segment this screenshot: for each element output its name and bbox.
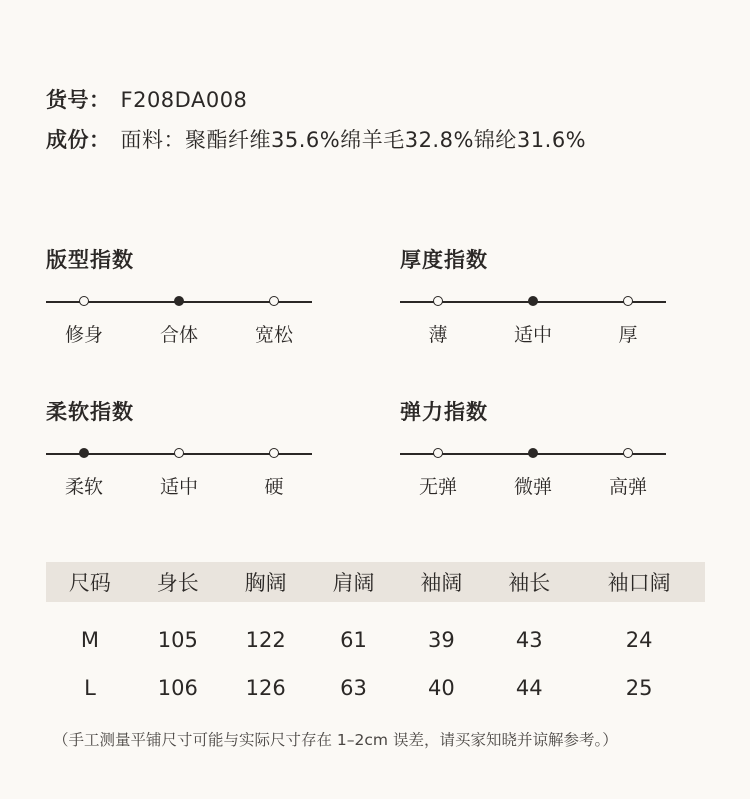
size-cell: L <box>84 676 96 700</box>
fit-option-dot <box>79 296 89 306</box>
size-cell: 122 <box>245 628 286 652</box>
fit-option-dot <box>174 296 184 306</box>
sku-row <box>46 84 247 114</box>
sku-label: 货号： <box>46 88 111 112</box>
size-cell: 43 <box>515 628 543 652</box>
size-table-header: 身长 <box>134 562 222 602</box>
elasticity-option-label: 无弹 <box>418 476 457 498</box>
size-table-row <box>46 602 705 664</box>
fit-option-dot <box>269 296 279 306</box>
softness-option-label: 硬 <box>264 476 284 498</box>
size-table-header: 肩阔 <box>310 562 398 602</box>
composition-value: 面料：聚酯纤维35.6%绵羊毛32.8%锦纶31.6% <box>120 128 587 152</box>
size-cell: 61 <box>340 628 367 652</box>
composition-label: 成份： <box>46 128 111 152</box>
thickness-option-label: 厚 <box>618 324 638 346</box>
elasticity-index-title: 弹力指数 <box>400 400 488 424</box>
thickness-option-dot <box>433 296 443 306</box>
size-cell: 126 <box>245 676 286 700</box>
elasticity-option-label: 微弹 <box>513 476 552 498</box>
size-table-header: 尺码 <box>46 562 134 602</box>
fit-option-label: 合体 <box>159 324 198 346</box>
size-cell: 105 <box>157 628 198 652</box>
thickness-option-dot <box>623 296 633 306</box>
size-cell: 39 <box>428 628 455 652</box>
size-cell: 24 <box>625 628 653 652</box>
thickness-option-label: 薄 <box>428 324 448 346</box>
size-table-header: 袖阔 <box>397 562 485 602</box>
fit-index-title: 版型指数 <box>46 248 134 272</box>
thickness-option-dot <box>528 296 538 306</box>
size-table-header: 胸阔 <box>222 562 310 602</box>
elasticity-index <box>400 396 666 498</box>
size-table-header-row <box>46 562 705 602</box>
softness-option-label: 适中 <box>159 476 198 498</box>
thickness-index <box>400 244 666 346</box>
size-table <box>46 562 705 712</box>
size-table-header: 袖口阔 <box>573 562 705 602</box>
elasticity-option-dot <box>433 448 443 458</box>
sku-value: F208DA008 <box>120 88 248 112</box>
softness-index-title: 柔软指数 <box>46 400 134 424</box>
elasticity-option-label: 高弹 <box>608 476 647 498</box>
size-table-header: 袖长 <box>485 562 573 602</box>
elasticity-option-dot <box>623 448 633 458</box>
measurement-note: （手工测量平铺尺寸可能与实际尺寸存在 1–2cm 误差，请买家知晓并谅解参考。） <box>53 731 618 749</box>
size-table-row <box>46 664 705 712</box>
fit-option-label: 宽松 <box>254 324 293 346</box>
size-cell: 63 <box>340 676 367 700</box>
size-cell: 25 <box>625 676 653 700</box>
size-cell: 40 <box>428 676 455 700</box>
softness-index <box>46 396 312 498</box>
composition-row <box>46 124 586 154</box>
softness-option-label: 柔软 <box>64 476 103 498</box>
size-cell: 106 <box>157 676 198 700</box>
thickness-option-label: 适中 <box>513 324 552 346</box>
softness-option-dot <box>174 448 184 458</box>
size-cell: M <box>80 628 99 652</box>
fit-option-label: 修身 <box>64 324 103 346</box>
size-cell: 44 <box>515 676 543 700</box>
elasticity-option-dot <box>528 448 538 458</box>
softness-option-dot <box>269 448 279 458</box>
softness-option-dot <box>79 448 89 458</box>
fit-index <box>46 244 312 346</box>
thickness-index-title: 厚度指数 <box>400 248 488 272</box>
